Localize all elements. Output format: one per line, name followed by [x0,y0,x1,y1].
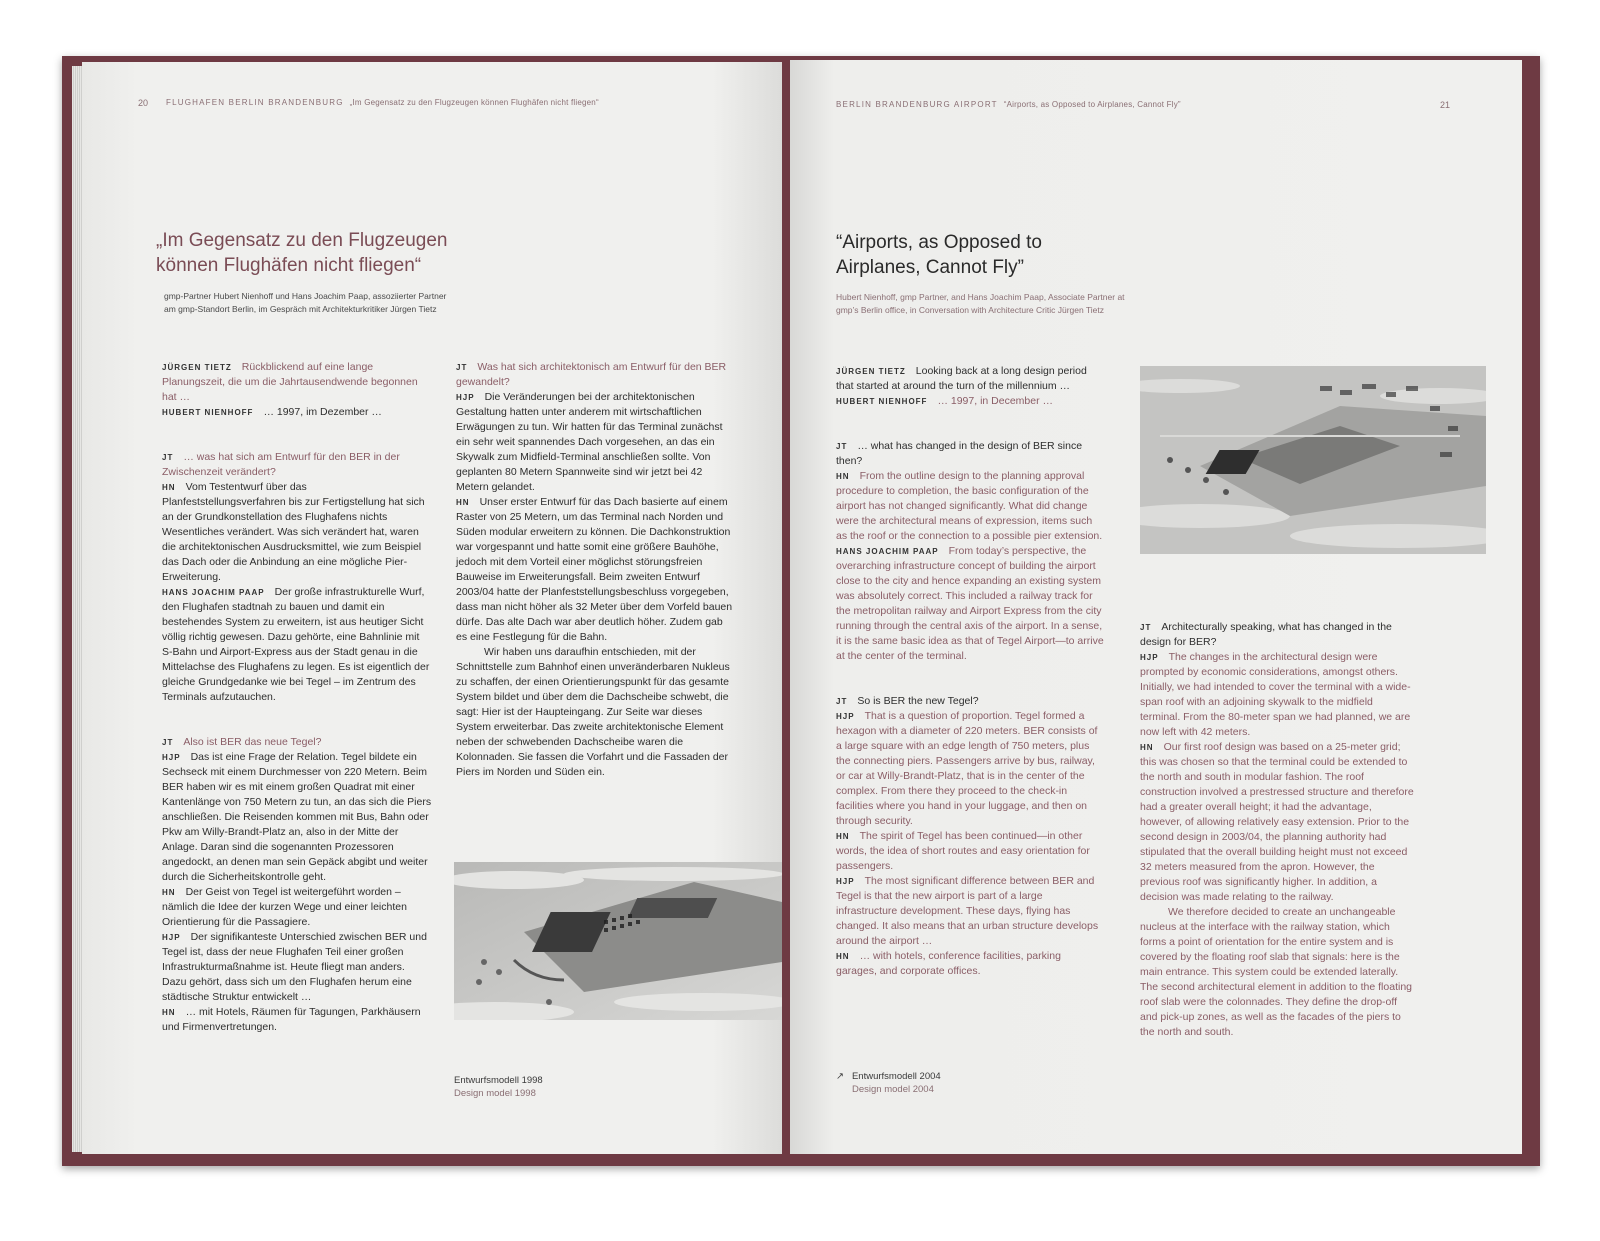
interview-paragraph [162,480,432,585]
speaker-label: JT [836,697,848,706]
question-text: … what has changed in the design of BER since then? [836,440,1083,467]
answer-text: Der große infrastrukturelle Wurf, den Flughafen stadtnah zu bauen und damit ein bestehendes System zu erweitern, ist aus heutiger Sicht völlig richtig gewesen. Dazu gehörte, eine Bahnlinie mit S-Bahn und Airport-Express aus der Stadt genau in die Mittelachse des Flughafens zu legen. Es ist eigentlich der gleiche Grundgedanke wie bei Tegel – im Zentrum des Terminals aufzutauchen. [162,586,430,703]
speaker-label: JT [836,442,848,451]
question-text: So is BER the new Tegel? [857,695,979,707]
interview-paragraph [162,885,432,930]
interview-paragraph [162,1005,432,1035]
speaker-label: HJP [162,933,181,942]
speaker-label: HN [162,888,176,897]
speaker-label: HN [836,472,850,481]
interview-paragraph [836,394,1104,409]
page-number-left: 20 [138,98,149,108]
caption-en: Design model 2004 [852,1084,934,1095]
title-line: Airplanes, Cannot Fly” [836,257,1024,278]
answer-text: Vom Testentwurf über das Planfeststellungsverfahren bis zur Fertigstellung hat sich an der Grundkonstellation des Flughafens nichts Wesentliches verändert. Was sich verändert hat, waren die architektonischen Ausdrucksmittel, wie zum Beispiel das Dach oder die Anbindung an eine mögliche Pier-Erweiterung. [162,481,425,583]
question-text: Looking back at a long design period that started at around the turn of the millennium … [836,365,1087,392]
interview-paragraph [162,585,432,705]
caption-de-row [836,1070,941,1083]
interview-paragraph: We therefore decided to create an unchangeable nucleus at the interface with the railway station, which forms a point of orientation for the entire system and is covered by the floating roof slab that signals: here is the main entrance. This system could be extended laterally. The second architectural element in addition to the floating roof slab were the colonnades. They define the drop-off and pick-up zones, as well as the facades of the piers to the north and south. [1140,906,1413,1038]
interview-column-de-1 [162,360,432,1035]
interview-paragraph [162,930,432,1005]
running-head-title: BERLIN BRANDENBURG AIRPORT [836,100,998,109]
caption-de: Entwurfsmodell 2004 [851,1071,941,1082]
interview-paragraph [1140,740,1416,905]
speaker-label: JT [162,453,174,462]
interview-paragraph [456,390,734,495]
answer-text: … with hotels, conference facilities, parking garages, and corporate offices. [836,950,1061,977]
answer-text: Our first roof design was based on a 25-meter grid; this was chosen so that the terminal could be extended to the north and south in modular fashion. The roof construction involved a prestressed structure and therefore had a greater overall height; it had the advantage, however, of allowing relatively easy extension. Prior to the second design in 2003/04, the planning authority had stipulated that the overall building height must not exceed 32 meters measured from the apron. However, the previous roof was significantly higher. In addition, a decision was made relating to the railway. [1140,741,1414,903]
interview-paragraph [836,874,1104,949]
subtitle-line: Hubert Nienhoff, gmp Partner, and Hans Joachim Paap, Associate Partner at [836,292,1125,302]
interview-column-de-2 [456,360,734,780]
interview-paragraph [836,949,1104,979]
subtitle-line: am gmp-Standort Berlin, im Gespräch mit Architekturkritiker Jürgen Tietz [164,304,437,314]
interview-paragraph [836,544,1104,664]
caption-en: Design model 1998 [454,1088,536,1099]
right-page [790,60,1522,1154]
question-text: … was hat sich am Entwurf für den BER in der Zwischenzeit verändert? [162,451,400,478]
speaker-label: HN [456,498,470,507]
answer-text: The most significant difference between BER and Tegel is that the new airport is part of a large infrastructure development. These days, flying has changed. It also means that an urban structure develops around the airport … [836,875,1099,947]
caption-1998 [454,1074,543,1100]
speaker-label: HN [162,1008,176,1017]
interview-paragraph [162,735,432,750]
interview-paragraph [1140,620,1416,650]
speaker-label: HUBERT NIENHOFF [836,397,928,406]
design-model-2004-photo [1140,366,1486,554]
left-page [82,62,782,1154]
answer-text: … 1997, in December … [937,395,1054,407]
answer-text: Der signifikanteste Unterschied zwischen BER und Tegel ist, dass der neue Flughafen Teil einer großen Infrastrukturmaßnahme ist. Heute fliegt man anders. Dazu gehört, dass sich um den Flughafen herum eine städtische Struktur entwickelt … [162,931,427,1003]
title-line: „Im Gegensatz zu den Flugzeugen [156,230,448,251]
question-text: Was hat sich architektonisch am Entwurf für den BER gewandelt? [456,361,727,388]
speaker-label: HN [836,832,850,841]
speaker-label: JT [456,363,468,372]
subtitle-line: gmp’s Berlin office, in Conversation with Architecture Critic Jürgen Tietz [836,305,1105,315]
page-number-right: 21 [1440,100,1451,110]
speaker-label: HJP [1140,653,1159,662]
interview-paragraph [456,360,734,390]
interview-column-en-1 [836,364,1104,979]
speaker-label: HANS JOACHIM PAAP [162,588,265,597]
interview-column-en-2 [1140,620,1416,1040]
arrow-up-right-icon: ↗ [836,1071,844,1082]
speaker-label: HJP [836,712,855,721]
interview-paragraph [162,405,432,420]
interview-paragraph [836,829,1104,874]
interview-paragraph [836,469,1104,544]
answer-text: Unser erster Entwurf für das Dach basierte auf einem Raster von 25 Metern, um das Terminal nach Norden und Süden modular erweitern zu können. Die Dachkonstruktion war vorgespannt und hatte somit eine größere Bauhöhe, jedoch mit dem Vorteil einer möglichst störungsfreien Bauweise im Erweiterungsfall. Beim zweiten Entwurf 2003/04 hatte der Planfeststellungsbeschluss vorgegeben, dass man nicht höher als 32 Meter über dem Vorfeld bauen dürfe. Das alte Dach war aber deutlich höher. Zudem gab es eine Festlegung für die Bahn. [456,496,733,643]
article-subtitle-en [836,291,1125,317]
running-head-right [836,100,1181,109]
speaker-label: HJP [456,393,475,402]
design-model-1998-photo [454,862,782,1020]
airport-model-image [1140,366,1486,554]
speaker-label: HUBERT NIENHOFF [162,408,254,417]
interview-paragraph: Wir haben uns daraufhin entschieden, mit der Schnittstelle zum Bahnhof einen unveränderbaren Nukleus zu schaffen, der einen Orientierungspunkt für das gesamte System bildet und über dem die Dachscheibe schwebt, die sagt: Hier ist der Haupteingang. Zur Seite war dieses System erweiterbar. Das zweite architektonische Element neben der schwebenden Dachscheibe waren die Kolonnaden. Sie fassen die Vorfahrt und die Fassaden der Piers im Norden und Süden ein. [456,646,730,778]
running-head-left [166,98,599,107]
article-subtitle-de [164,290,446,316]
speaker-label: JÜRGEN TIETZ [162,363,232,372]
speaker-label: HN [162,483,176,492]
speaker-label: HJP [162,753,181,762]
caption-2004 [836,1070,941,1096]
answer-text: From today’s perspective, the overarching infrastructure concept of building the airport close to the city and hence expanding an existing system was absolutely correct. This included a railway track for the metropolitan railway and Airport Express from the city running through the central axis of the airport. In a sense, it is the same basic idea as that of Tegel Airport—to arrive at the center of the terminal. [836,545,1104,662]
interview-paragraph [836,364,1104,394]
subtitle-line: gmp-Partner Hubert Nienhoff und Hans Joachim Paap, assoziierter Partner [164,291,447,301]
speaker-label: HN [1140,743,1154,752]
answer-text: … 1997, im Dezember … [263,406,382,418]
interview-paragraph [1140,650,1416,740]
answer-text: The changes in the architectural design were prompted by economic considerations, amongst others. Initially, we had intended to cover the terminal with a wide-span roof with an adjoining skywalk to the midfield terminal. From the 80-meter span we had planned, we are now left with 42 meters. [1140,651,1411,738]
answer-text: Die Veränderungen bei der architektonischen Gestaltung hatten unter anderem mit wirtschaftlichen Erwägungen zu tun. Wir hatten für das Terminal zunächst ein sehr weit spannendes Dach vorgesehen, an das ein Skywalk zum Midfield-Terminal anschließen sollte. Von geplanten 80 Metern Spannweite sind wir jetzt bei 42 Metern gelandet. [456,391,723,493]
running-head-title: FLUGHAFEN BERLIN BRANDENBURG [166,98,344,107]
article-title-de [156,228,448,278]
interview-paragraph [456,495,734,645]
running-head-subtitle: “Airports, as Opposed to Airplanes, Cannot Fly” [1003,100,1181,109]
interview-paragraph [836,709,1104,829]
speaker-label: JT [162,738,174,747]
title-line: “Airports, as Opposed to [836,232,1042,253]
speaker-label: HANS JOACHIM PAAP [836,547,939,556]
speaker-label: JT [1140,623,1152,632]
running-head-subtitle: „Im Gegensatz zu den Flugzeugen können Flughäfen nicht fliegen“ [349,98,599,107]
title-line: können Flughäfen nicht fliegen“ [156,255,422,276]
interview-paragraph [162,750,432,885]
answer-text: The spirit of Tegel has been continued—in other words, the idea of short routes and easy orientation for passengers. [836,830,1090,872]
answer-text: Das ist eine Frage der Relation. Tegel bildete ein Sechseck mit einem Durchmesser von 220 Metern. Beim BER haben wir es mit einem großen Quadrat mit einer Kantenlänge von 750 Metern zu tun, an das sich die Piers anschließen. Die Reisenden kommen mit Bus, Bahn oder Pkw am Willy-Brandt-Platz an, also in der Mitte der Anlage. Daran sind die sogenannten Prozessoren angedockt, an denen man sein Gepäck abgibt und weiter durch die Sicherheitskontrolle geht. [162,751,432,883]
question-text: Architecturally speaking, what has changed in the design for BER? [1140,621,1392,648]
question-text: Also ist BER das neue Tegel? [183,736,322,748]
interview-paragraph [162,450,432,480]
speaker-label: HJP [836,877,855,886]
interview-paragraph [836,439,1104,469]
speaker-label: JÜRGEN TIETZ [836,367,906,376]
interview-paragraph [836,694,1104,709]
answer-text: Der Geist von Tegel ist weitergeführt worden – nämlich die Idee der kurzen Wege und einer leichten Orientierung für die Passagiere. [162,886,407,928]
interview-paragraph [162,360,432,405]
answer-text: That is a question of proportion. Tegel formed a hexagon with a diameter of 220 meters. BER consists of a large square with an edge length of 750 meters, plus the connecting piers. Passengers arrive by bus, railway, or car at Willy-Brandt-Platz, that is in the center of the complex. From there they proceed to the check-in facilities where you hand in your luggage, and then on through security. [836,710,1098,827]
answer-text: From the outline design to the planning approval procedure to completion, the basic configuration of the airport has not changed significantly. What did change were the architectural means of expression, items such as the roof or the connection to a possible pier extension. [836,470,1103,542]
caption-de: Entwurfsmodell 1998 [454,1075,543,1086]
airport-model-image [454,862,782,1020]
question-text: Rückblickend auf eine lange Planungszeit, die um die Jahrtausendwende begonnen hat … [162,361,418,403]
article-title-en [836,230,1042,280]
speaker-label: HN [836,952,850,961]
answer-text: … mit Hotels, Räumen für Tagungen, Parkhäusern und Firmenvertretungen. [162,1006,421,1033]
